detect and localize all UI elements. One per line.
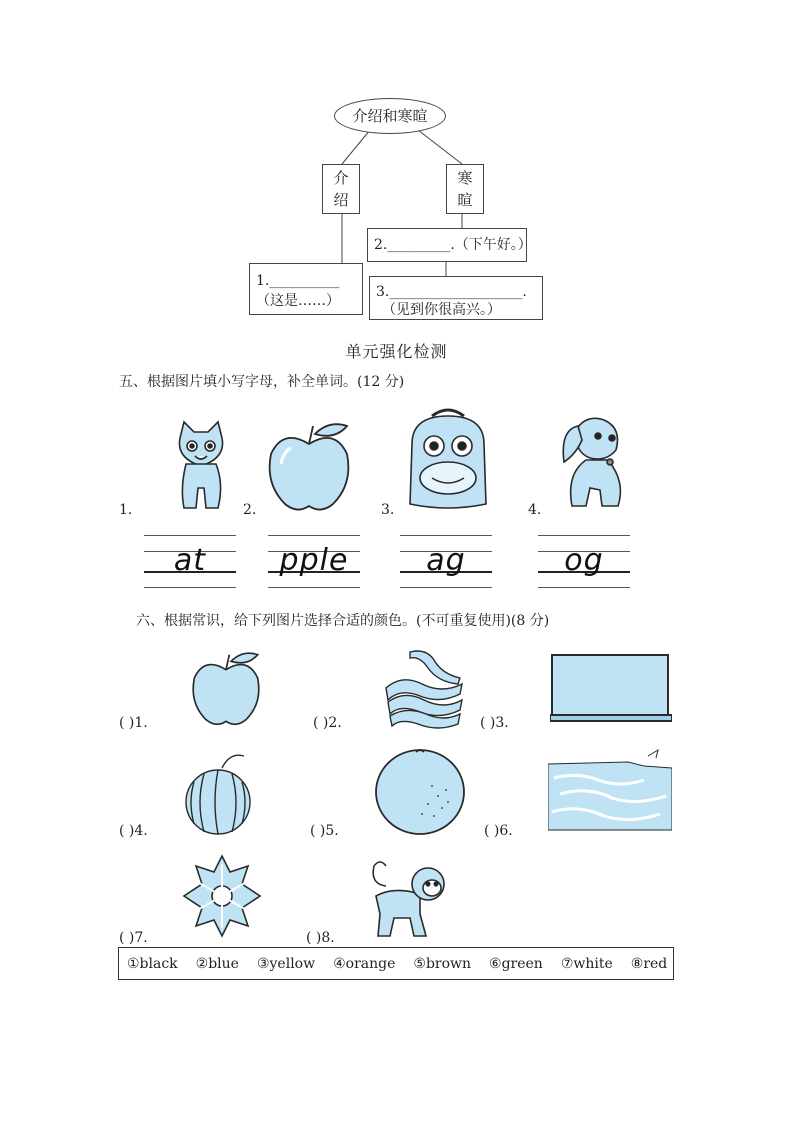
cat-icon <box>170 418 232 514</box>
q6-label-6[interactable]: ( )6. <box>484 823 513 839</box>
snowflake-icon <box>182 854 262 938</box>
color-option-3: ③yellow <box>256 955 316 972</box>
mindmap-root <box>334 98 446 134</box>
q5-word-1: at <box>173 543 207 578</box>
orange-icon <box>372 746 468 836</box>
q5-num-4: 4. <box>528 502 542 518</box>
color-option-8: ⑧red <box>630 955 668 972</box>
q5-word-4: og <box>564 543 604 578</box>
q5-num-1: 1. <box>119 502 133 518</box>
color-option-5: ⑤brown <box>413 955 472 972</box>
blackboard-icon <box>550 653 672 723</box>
river-icon <box>548 746 672 832</box>
color-option-2: ②blue <box>195 955 239 972</box>
q6-label-5[interactable]: ( )5. <box>310 823 339 839</box>
color-option-6: ⑥green <box>489 955 543 972</box>
q5-word-3: ag <box>426 543 466 578</box>
monkey-icon <box>364 856 450 942</box>
branch-right-char1: 寒 <box>457 169 473 187</box>
q6-label-8[interactable]: ( )8. <box>306 930 335 946</box>
q6-label-1[interactable]: ( )1. <box>119 715 148 731</box>
q5-writing-lines-2 <box>268 535 360 587</box>
section-title: 单元强化检测 <box>345 342 448 361</box>
q6-label-7[interactable]: ( )7. <box>119 930 148 946</box>
q5-num-2: 2. <box>243 502 257 518</box>
branch-left-char2: 绍 <box>333 191 349 209</box>
mindmap-item-2 <box>367 228 532 262</box>
branch-right-char2: 暄 <box>457 191 473 209</box>
mindmap-item-1 <box>249 263 363 315</box>
q5-num-3: 3. <box>381 502 395 518</box>
q6-label-2[interactable]: ( )2. <box>313 715 342 731</box>
item3-line1: 3.___________________. <box>376 284 527 300</box>
q5-heading: 五、根据图片填小写字母，补全单词。(12 分) <box>119 374 405 390</box>
color-option-4: ④orange <box>333 955 396 972</box>
branch-left-char1: 介 <box>333 169 349 187</box>
color-option-1: ①black <box>127 955 178 972</box>
dog-icon <box>546 410 632 514</box>
q5-writing-lines-4 <box>538 535 630 587</box>
item3-line2: （见到你很高兴。） <box>382 302 501 318</box>
color-options-box <box>118 947 674 980</box>
mindmap-root-label: 介绍和寒暄 <box>352 106 428 125</box>
q5-writing-lines-3 <box>400 535 492 587</box>
q5-word-2: pple <box>279 543 349 578</box>
apple-icon <box>263 418 355 514</box>
mindmap-branch-right <box>446 164 484 214</box>
q6-label-4[interactable]: ( )4. <box>119 823 148 839</box>
banana-icon <box>382 644 466 730</box>
watermelon-icon <box>182 748 254 836</box>
item1-line1: 1.__________ <box>256 273 340 289</box>
q6-heading: 六、根据常识，给下列图片选择合适的颜色。(不可重复使用)(8 分) <box>136 613 550 629</box>
bag-icon <box>402 404 494 514</box>
q6-label-3[interactable]: ( )3. <box>480 715 509 731</box>
color-option-7: ⑦white <box>560 955 613 972</box>
mindmap-branch-left <box>322 164 360 214</box>
q5-writing-lines-1 <box>144 535 236 587</box>
mindmap-item-3 <box>369 276 543 320</box>
item1-line2: （这是……） <box>256 293 340 309</box>
apple-icon <box>186 648 266 728</box>
item2-text: 2._________.（下午好。） <box>374 237 532 253</box>
